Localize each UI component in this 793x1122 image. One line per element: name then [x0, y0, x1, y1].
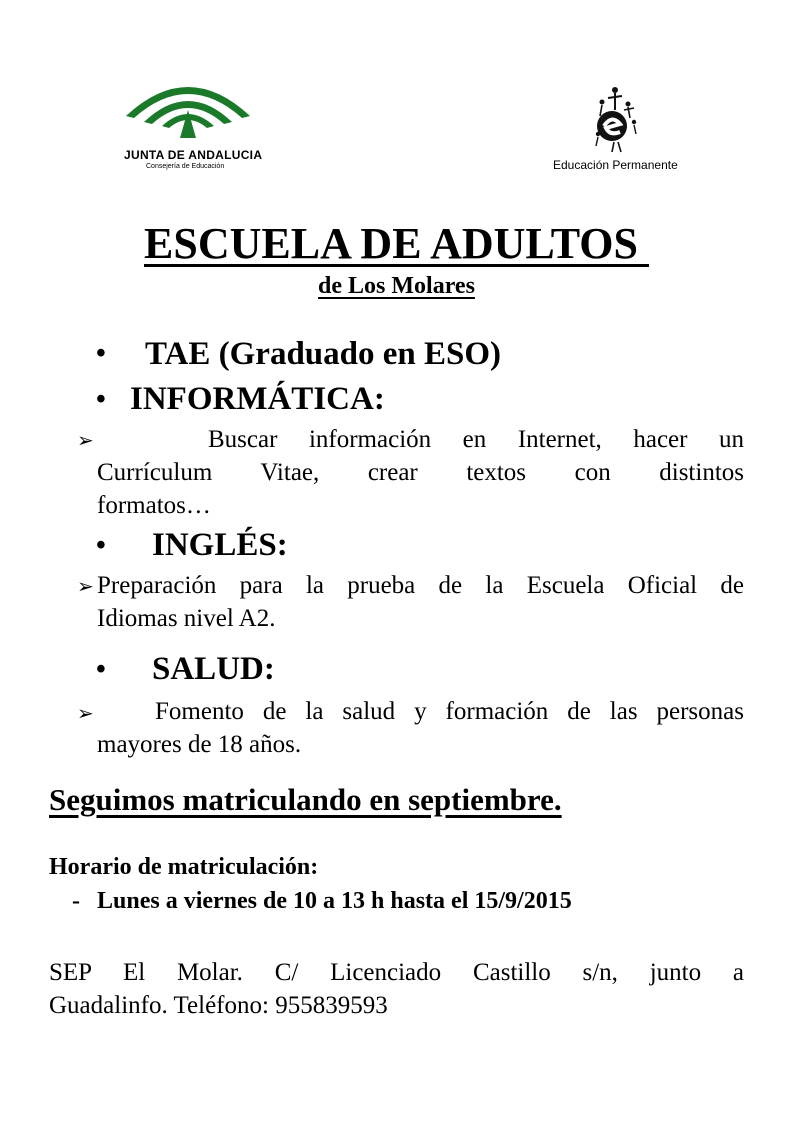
schedule-value: Lunes a viernes de 10 a 13 h hasta el 15/9/2015	[97, 888, 572, 914]
page-title: ESCUELA DE ADULTOS	[144, 219, 649, 268]
arrow-bullet-icon: ➢	[77, 574, 94, 598]
ingles-item-line2: Idiomas nivel A2.	[97, 605, 276, 632]
informatica-item-line2: Currículum Vitae, crear textos con distintos	[97, 459, 744, 486]
schedule-label: Horario de matriculación:	[49, 854, 319, 880]
bullet-icon: •	[96, 654, 106, 685]
informatica-item-line3: formatos…	[97, 492, 211, 519]
bullet-icon: •	[96, 338, 106, 369]
ep-figures-icon	[548, 82, 698, 154]
contact-line2: Guadalinfo. Teléfono: 955839593	[49, 992, 388, 1019]
section-heading-informatica: INFORMÁTICA:	[130, 381, 385, 417]
ep-logo-text: Educación Permanente	[553, 158, 678, 172]
informatica-item-line1: Buscar información en Internet, hacer un	[208, 426, 744, 453]
section-heading-ingles: INGLÉS:	[152, 527, 288, 563]
bullet-icon: •	[96, 530, 106, 561]
salud-item-line2: mayores de 18 años.	[97, 731, 302, 758]
section-heading-tae: TAE (Graduado en ESO)	[145, 336, 502, 372]
educacion-permanente-logo	[548, 82, 698, 177]
junta-logo-text: JUNTA DE ANDALUCIA	[124, 148, 263, 162]
arrow-bullet-icon: ➢	[77, 428, 94, 452]
page-subtitle: de Los Molares	[318, 273, 475, 299]
junta-arcs-icon	[118, 66, 258, 146]
schedule-dash: -	[72, 888, 80, 914]
arrow-bullet-icon: ➢	[77, 701, 94, 725]
bullet-icon: •	[96, 384, 106, 415]
contact-line1: SEP El Molar. C/ Licenciado Castillo s/n, junto a	[49, 959, 744, 986]
junta-de-andalucia-logo	[118, 66, 263, 176]
enrollment-notice: Seguimos matriculando en septiembre.	[49, 782, 562, 817]
salud-item-line1: Fomento de la salud y formación de las personas	[155, 698, 744, 725]
ingles-item-line1: Preparación para la prueba de la Escuela Oficial de	[97, 572, 744, 599]
section-heading-salud: SALUD:	[152, 651, 275, 687]
junta-logo-subtext: Consejería de Educación	[146, 163, 225, 170]
